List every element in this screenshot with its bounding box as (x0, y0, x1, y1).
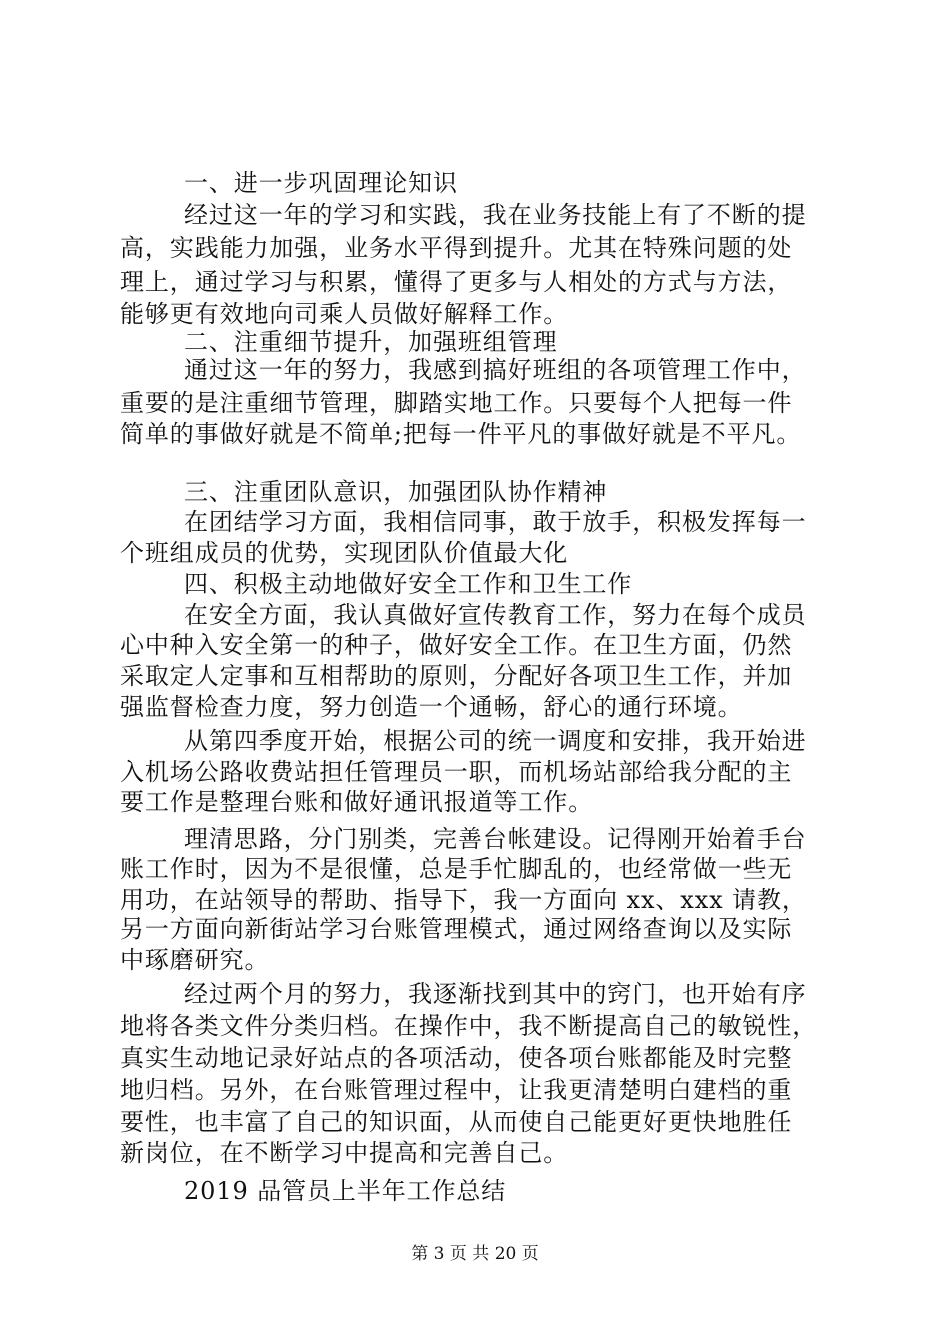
section-heading-4: 四、积极主动地做好安全工作和卫生工作 (184, 570, 633, 598)
paragraph-line: 心中种入安全第一的种子，做好安全工作。在卫生方面，仍然 (120, 631, 793, 659)
paragraph-line: 理上，通过学习与积累，懂得了更多与人相处的方式与方法， (120, 268, 793, 296)
paragraph-line: 高，实践能力加强，业务水平得到提升。尤其在特殊问题的处 (120, 234, 793, 262)
paragraph-line: 经过两个月的努力，我逐渐找到其中的窍门，也开始有序 (184, 980, 807, 1008)
paragraph-line: 能够更有效地向司乘人员做好解释工作。 (120, 300, 569, 328)
paragraph-line: 真实生动地记录好站点的各项活动，使各项台账都能及时完整 (120, 1044, 793, 1072)
paragraph-line: 地将各类文件分类归档。在操作中，我不断提高自己的敏锐性， (120, 1012, 818, 1040)
paragraph-line: 用功，在站领导的帮助、指导下，我一方面向 xx、xxx 请教， (120, 886, 807, 914)
paragraph-line: 地归档。另外，在台账管理过程中，让我更清楚明白建档的重 (120, 1076, 793, 1104)
paragraph-line: 采取定人定事和互相帮助的原则，分配好各项卫生工作，并加 (120, 662, 793, 690)
section-heading-2: 二、注重细节提升，加强班组管理 (184, 328, 558, 356)
paragraph-line: 从第四季度开始，根据公司的统一调度和安排，我开始进 (184, 727, 807, 755)
paragraph-line: 简单的事做好就是不简单;把每一件平凡的事做好就是不平凡。 (120, 420, 802, 448)
paragraph-line: 强监督检查力度，努力创造一个通畅，舒心的通行环境。 (120, 693, 743, 721)
paragraph-line: 新岗位，在不断学习中提高和完善自己。 (120, 1139, 569, 1167)
paragraph-line: 理清思路，分门别类，完善台帐建设。记得刚开始着手台 (184, 825, 807, 853)
paragraph-line: 要工作是整理台账和做好通讯报道等工作。 (120, 788, 594, 816)
paragraph-line: 经过这一年的学习和实践，我在业务技能上有了不断的提 (184, 201, 807, 229)
paragraph-line: 账工作时，因为不是很懂，总是手忙脚乱的，也经常做一些无 (120, 855, 793, 883)
document-title-line: 2019 品管员上半年工作总结 (184, 1177, 507, 1205)
paragraph-line: 另一方面向新街站学习台账管理模式，通过网络查询以及实际 (120, 915, 793, 943)
paragraph-line: 重要的是注重细节管理，脚踏实地工作。只要每个人把每一件 (120, 389, 793, 417)
paragraph-line: 个班组成员的优势，实现团队价值最大化 (120, 539, 569, 567)
paragraph-line: 在团结学习方面，我相信同事，敢于放手，积极发挥每一 (184, 508, 807, 536)
section-heading-3: 三、注重团队意识，加强团队协作精神 (184, 478, 608, 506)
section-heading-1: 一、进一步巩固理论知识 (184, 169, 458, 197)
paragraph-line: 通过这一年的努力，我感到搞好班组的各项管理工作中， (184, 356, 807, 384)
paragraph-line: 要性，也丰富了自己的知识面，从而使自己能更好更快地胜任 (120, 1108, 793, 1136)
paragraph-line: 入机场公路收费站担任管理员一职，而机场站部给我分配的主 (120, 758, 793, 786)
paragraph-line: 中琢磨研究。 (120, 946, 270, 974)
paragraph-line: 在安全方面，我认真做好宣传教育工作，努力在每个成员 (184, 601, 807, 629)
page-number-footer: 第 3 页 共 20 页 (411, 1244, 539, 1264)
